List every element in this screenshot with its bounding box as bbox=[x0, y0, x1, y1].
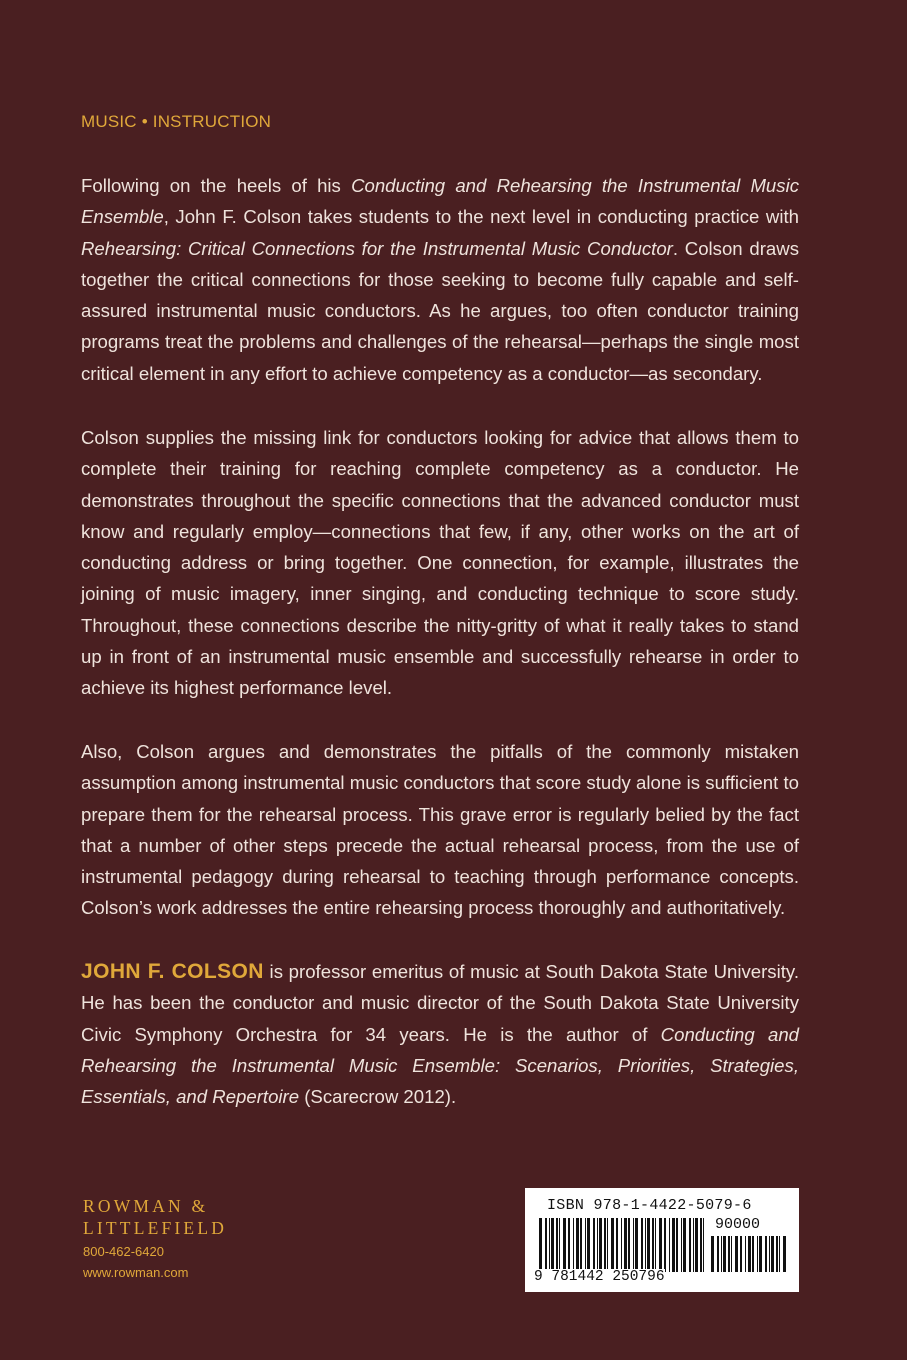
barcode-bar bbox=[735, 1236, 738, 1272]
barcode-bar bbox=[647, 1218, 650, 1272]
barcode-bar bbox=[771, 1236, 774, 1272]
barcode-bar bbox=[731, 1236, 732, 1272]
barcode-bar bbox=[683, 1218, 686, 1272]
barcode-bar bbox=[717, 1236, 719, 1272]
barcode-bar bbox=[607, 1218, 608, 1272]
barcode-bar bbox=[659, 1218, 662, 1272]
barcode-bar bbox=[559, 1218, 560, 1272]
barcode-bar bbox=[545, 1218, 547, 1272]
publisher-phone: 800-462-6420 bbox=[83, 1244, 164, 1259]
barcode-bar bbox=[779, 1236, 780, 1272]
barcode-bar bbox=[556, 1218, 558, 1272]
text-run: is professor emeritus of music at South Dakota State University. He has been the conductor and music director of the South Dakota State University Civic Symphony Orchestra for 34 years. He is the author of bbox=[81, 961, 799, 1045]
barcode-bar bbox=[645, 1218, 646, 1272]
publisher-logo-line-2: LITTLEFIELD bbox=[83, 1218, 228, 1238]
barcode-bar bbox=[681, 1218, 682, 1272]
barcode-bar bbox=[676, 1218, 678, 1272]
barcode-bar bbox=[769, 1236, 770, 1272]
barcode-bar bbox=[783, 1236, 786, 1272]
barcode-bar bbox=[664, 1218, 666, 1272]
barcode-bar bbox=[776, 1236, 778, 1272]
author-bio-paragraph bbox=[81, 956, 799, 1112]
barcode-bar bbox=[723, 1236, 726, 1272]
barcode-bar bbox=[576, 1218, 579, 1272]
text-run: (Scarecrow 2012). bbox=[299, 1086, 457, 1108]
barcode-bar bbox=[551, 1218, 554, 1272]
text-run: Following on the heels of his bbox=[81, 175, 352, 196]
barcode-bar bbox=[568, 1218, 570, 1272]
barcode-bar bbox=[695, 1218, 698, 1272]
barcode-bar bbox=[604, 1218, 606, 1272]
barcode-bar bbox=[539, 1218, 542, 1272]
barcode-bar bbox=[759, 1236, 762, 1272]
barcode-bar bbox=[621, 1218, 622, 1272]
author-name: JOHN F. COLSON bbox=[81, 960, 264, 983]
barcode-bar bbox=[585, 1218, 586, 1272]
barcode-bar bbox=[593, 1218, 595, 1272]
barcode-bar bbox=[748, 1236, 751, 1272]
isbn-barcode bbox=[525, 1188, 799, 1292]
barcode-bar bbox=[641, 1218, 643, 1272]
barcode-bar bbox=[573, 1218, 574, 1272]
barcode-bar bbox=[599, 1218, 602, 1272]
barcode-bar bbox=[655, 1218, 656, 1272]
description-paragraph-3 bbox=[81, 736, 799, 924]
barcode-bar bbox=[611, 1218, 614, 1272]
barcode-bar bbox=[580, 1218, 582, 1272]
barcode-bar bbox=[703, 1218, 704, 1272]
text-run: Also, Colson argues and demonstrates the pitfalls of the commonly mistaken assumption among instrumental music conductors that score study alone is sufficient to prepare them for the rehearsal process. This grave error is regularly belied by the fact that a number of other steps precede the actual rehearsal process, from the use of instrumental pedagogy during rehearsal to teaching through performance concepts. Colson’s work addresses the entire rehearsing process thoroughly and authoritatively. bbox=[81, 741, 799, 919]
barcode-bar bbox=[740, 1236, 742, 1272]
barcode-bar bbox=[700, 1218, 702, 1272]
text-run: Colson supplies the missing link for conductors looking for advice that allows them to complete their training for reaching complete competency as a conductor. He demonstrates throughout the specific connections that the advanced conductor must know and regularly employ—connections that few, if any, other works on the art of conducting address or bring together. One connection, for example, illustrates the joining of music imagery, inner singing, and conducting technique to score study. Throughout, these connections describe the nitty-gritty of what it really takes to stand up in front of an instrumental music ensemble and successfully rehearse in order to achieve its highest performance level. bbox=[81, 427, 799, 699]
publisher-block bbox=[83, 1195, 227, 1283]
text-run: , John F. Colson takes students to the next level in conducting practice with bbox=[163, 206, 799, 228]
category-label: MUSIC • INSTRUCTION bbox=[81, 112, 272, 131]
barcode-bar bbox=[587, 1218, 590, 1272]
isbn-label: ISBN 978-1-4422-5079-6 bbox=[547, 1197, 752, 1214]
barcode-bar bbox=[563, 1218, 566, 1272]
barcode-bar bbox=[628, 1218, 630, 1272]
barcode-bar bbox=[693, 1218, 694, 1272]
barcode-bar bbox=[745, 1236, 746, 1272]
description-paragraph-2 bbox=[81, 422, 799, 704]
barcode-bar bbox=[616, 1218, 618, 1272]
ean-digits: 9 781442 250796 bbox=[534, 1269, 665, 1285]
barcode-bar bbox=[757, 1236, 758, 1272]
book-title: Conducting and Rehearsing the Instrumental Music Ensemble: Scenarios, Priorities, Strategies, Essentials, and Repertoire bbox=[81, 1023, 799, 1108]
barcode-bar bbox=[752, 1236, 754, 1272]
barcode-bar bbox=[635, 1218, 638, 1272]
barcode-bar bbox=[728, 1236, 730, 1272]
text-run: . Colson draws together the critical connections for those seeking to become fully capable and self-assured instrumental music conductors. As he argues, too often conductor training programs treat the problems and challenges of the rehearsal—perhaps the single most critical element in any effort to achieve competency as a conductor—as secondary. bbox=[81, 237, 799, 384]
price-code: 90000 bbox=[715, 1216, 761, 1233]
barcode-bar bbox=[669, 1218, 670, 1272]
book-title: Conducting and Rehearsing the Instrumental Music Ensemble bbox=[81, 175, 800, 228]
barcode-bar bbox=[765, 1236, 767, 1272]
publisher-website: www.rowman.com bbox=[83, 1265, 189, 1280]
publisher-logo-line-1: ROWMAN & bbox=[83, 1196, 209, 1216]
barcode-bar bbox=[652, 1218, 654, 1272]
barcode-bar bbox=[711, 1236, 714, 1272]
barcode-bar bbox=[624, 1218, 627, 1272]
barcode-bar bbox=[633, 1218, 634, 1272]
barcode-bar bbox=[689, 1218, 691, 1272]
barcode-bar bbox=[672, 1218, 675, 1272]
barcode-bar bbox=[549, 1218, 550, 1272]
description-paragraph-1 bbox=[81, 170, 799, 389]
book-title: Rehearsing: Critical Connections for the Instrumental Music Conductor bbox=[81, 237, 673, 259]
barcode-bar bbox=[597, 1218, 598, 1272]
barcode-bar bbox=[721, 1236, 722, 1272]
